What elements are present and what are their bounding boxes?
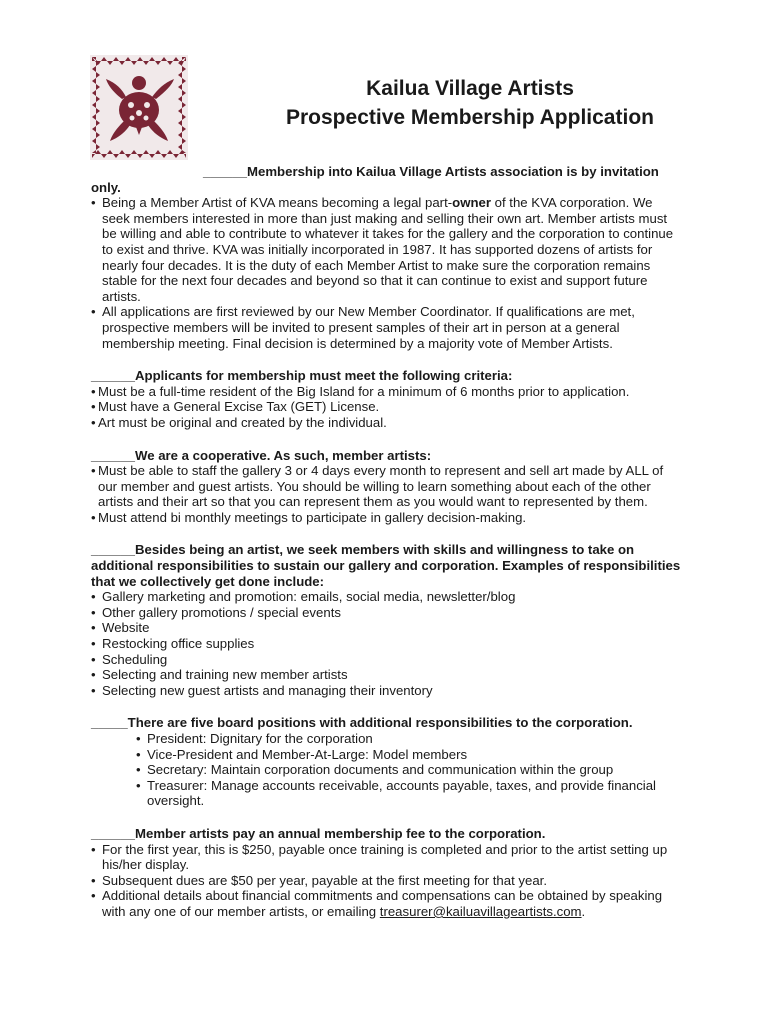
bullet-list: [91, 842, 681, 920]
section-skills: [91, 542, 681, 698]
section-cooperative: [91, 448, 681, 526]
section-heading: ______We are a cooperative. As such, member artists:: [91, 447, 432, 463]
section-heading: ______Member artists pay an annual membership fee to the corporation.: [91, 825, 546, 841]
section-board: [91, 715, 681, 809]
list-item: • Other gallery promotions / special events: [91, 605, 681, 621]
list-item: • Must have a General Excise Tax (GET) License.: [91, 399, 681, 415]
section-heading: ______Besides being an artist, we seek members with skills and willingness to take on additional responsibilities to sustain our gallery and corporation. Examples of responsibilities that we collectively get done include:: [91, 542, 681, 589]
list-item: • Treasurer: Manage accounts receivable, accounts payable, taxes, and provide financial oversight.: [136, 778, 681, 809]
bullet-list: [91, 384, 681, 431]
treasurer-email-link[interactable]: treasurer@kailuavillageartists.com: [379, 903, 582, 919]
title-block: [240, 74, 700, 132]
list-item: • Secretary: Maintain corporation documents and communication within the group: [136, 762, 681, 778]
list-item: • Website: [91, 620, 681, 636]
section-criteria: [91, 368, 681, 430]
list-item: • Must be a full-time resident of the Big Island for a minimum of 6 months prior to application.: [91, 384, 681, 400]
list-item: • Selecting new guest artists and managing their inventory: [91, 683, 681, 699]
title-org-name: Kailua Village Artists: [366, 77, 574, 100]
bullet-list: [91, 463, 681, 525]
list-item: • Vice-President and Member-At-Large: Model members: [136, 747, 681, 763]
kva-turtle-logo: [90, 55, 188, 160]
section-invitation: [91, 164, 681, 351]
bullet-list: [91, 731, 681, 809]
list-item: • President: Dignitary for the corporation: [136, 731, 681, 747]
section-heading: _____There are five board positions with additional responsibilities to the corporation.: [91, 715, 633, 731]
list-item: • Selecting and training new member artists: [91, 667, 681, 683]
title-application: Prospective Membership Application: [286, 106, 654, 129]
document-body: [91, 164, 681, 920]
bullet-list: [91, 195, 681, 351]
list-item: • Scheduling: [91, 652, 681, 668]
list-item: • Art must be original and created by the individual.: [91, 415, 681, 431]
list-item: • For the first year, this is $250, payable once training is completed and prior to the artist setting up his/her display.: [91, 842, 681, 873]
list-item: • Gallery marketing and promotion: emails, social media, newsletter/blog: [91, 589, 681, 605]
list-item: • Must be able to staff the gallery 3 or 4 days every month to represent and sell art made by ALL of our member and guest artists. You should be willing to learn something about each of the other artists and their art so that you can represent them as you would want to represented by them.: [91, 463, 681, 510]
section-heading: ______Applicants for membership must meet the following criteria:: [91, 368, 513, 384]
list-item: • All applications are first reviewed by our New Member Coordinator. If qualifications are met, prospective members will be invited to present samples of their art in person at a general membership meeting. Final decision is determined by a majority vote of Member Artists.: [91, 304, 681, 351]
section-fee: [91, 826, 681, 920]
section-heading: ______Membership into Kailua Village Artists association is by invitation only.: [91, 164, 659, 195]
list-item: • Must attend bi monthly meetings to participate in gallery decision-making.: [91, 510, 681, 526]
list-item: • Additional details about financial commitments and compensations can be obtained by speaking with any one of our member artists, or emailing treasurer@kailuavillageartists.com.: [91, 888, 681, 919]
list-item: • Being a Member Artist of KVA means becoming a legal part-owner of the KVA corporation. We seek members interested in more than just making and selling their own art. Member artists must be willing and able to contribute to whatever it takes for the gallery and the corporation to continue to exist and thrive. KVA was initially incorporated in 1987. It has supported dozens of artists for nearly four decades. It is the duty of each Member Artist to make sure the corporation remains stable for the next four decades and beyond so that it can continue to exist and support future artists.: [91, 195, 681, 304]
list-item: • Restocking office supplies: [91, 636, 681, 652]
list-item: • Subsequent dues are $50 per year, payable at the first meeting for that year.: [91, 873, 681, 889]
bullet-list: [91, 589, 681, 698]
